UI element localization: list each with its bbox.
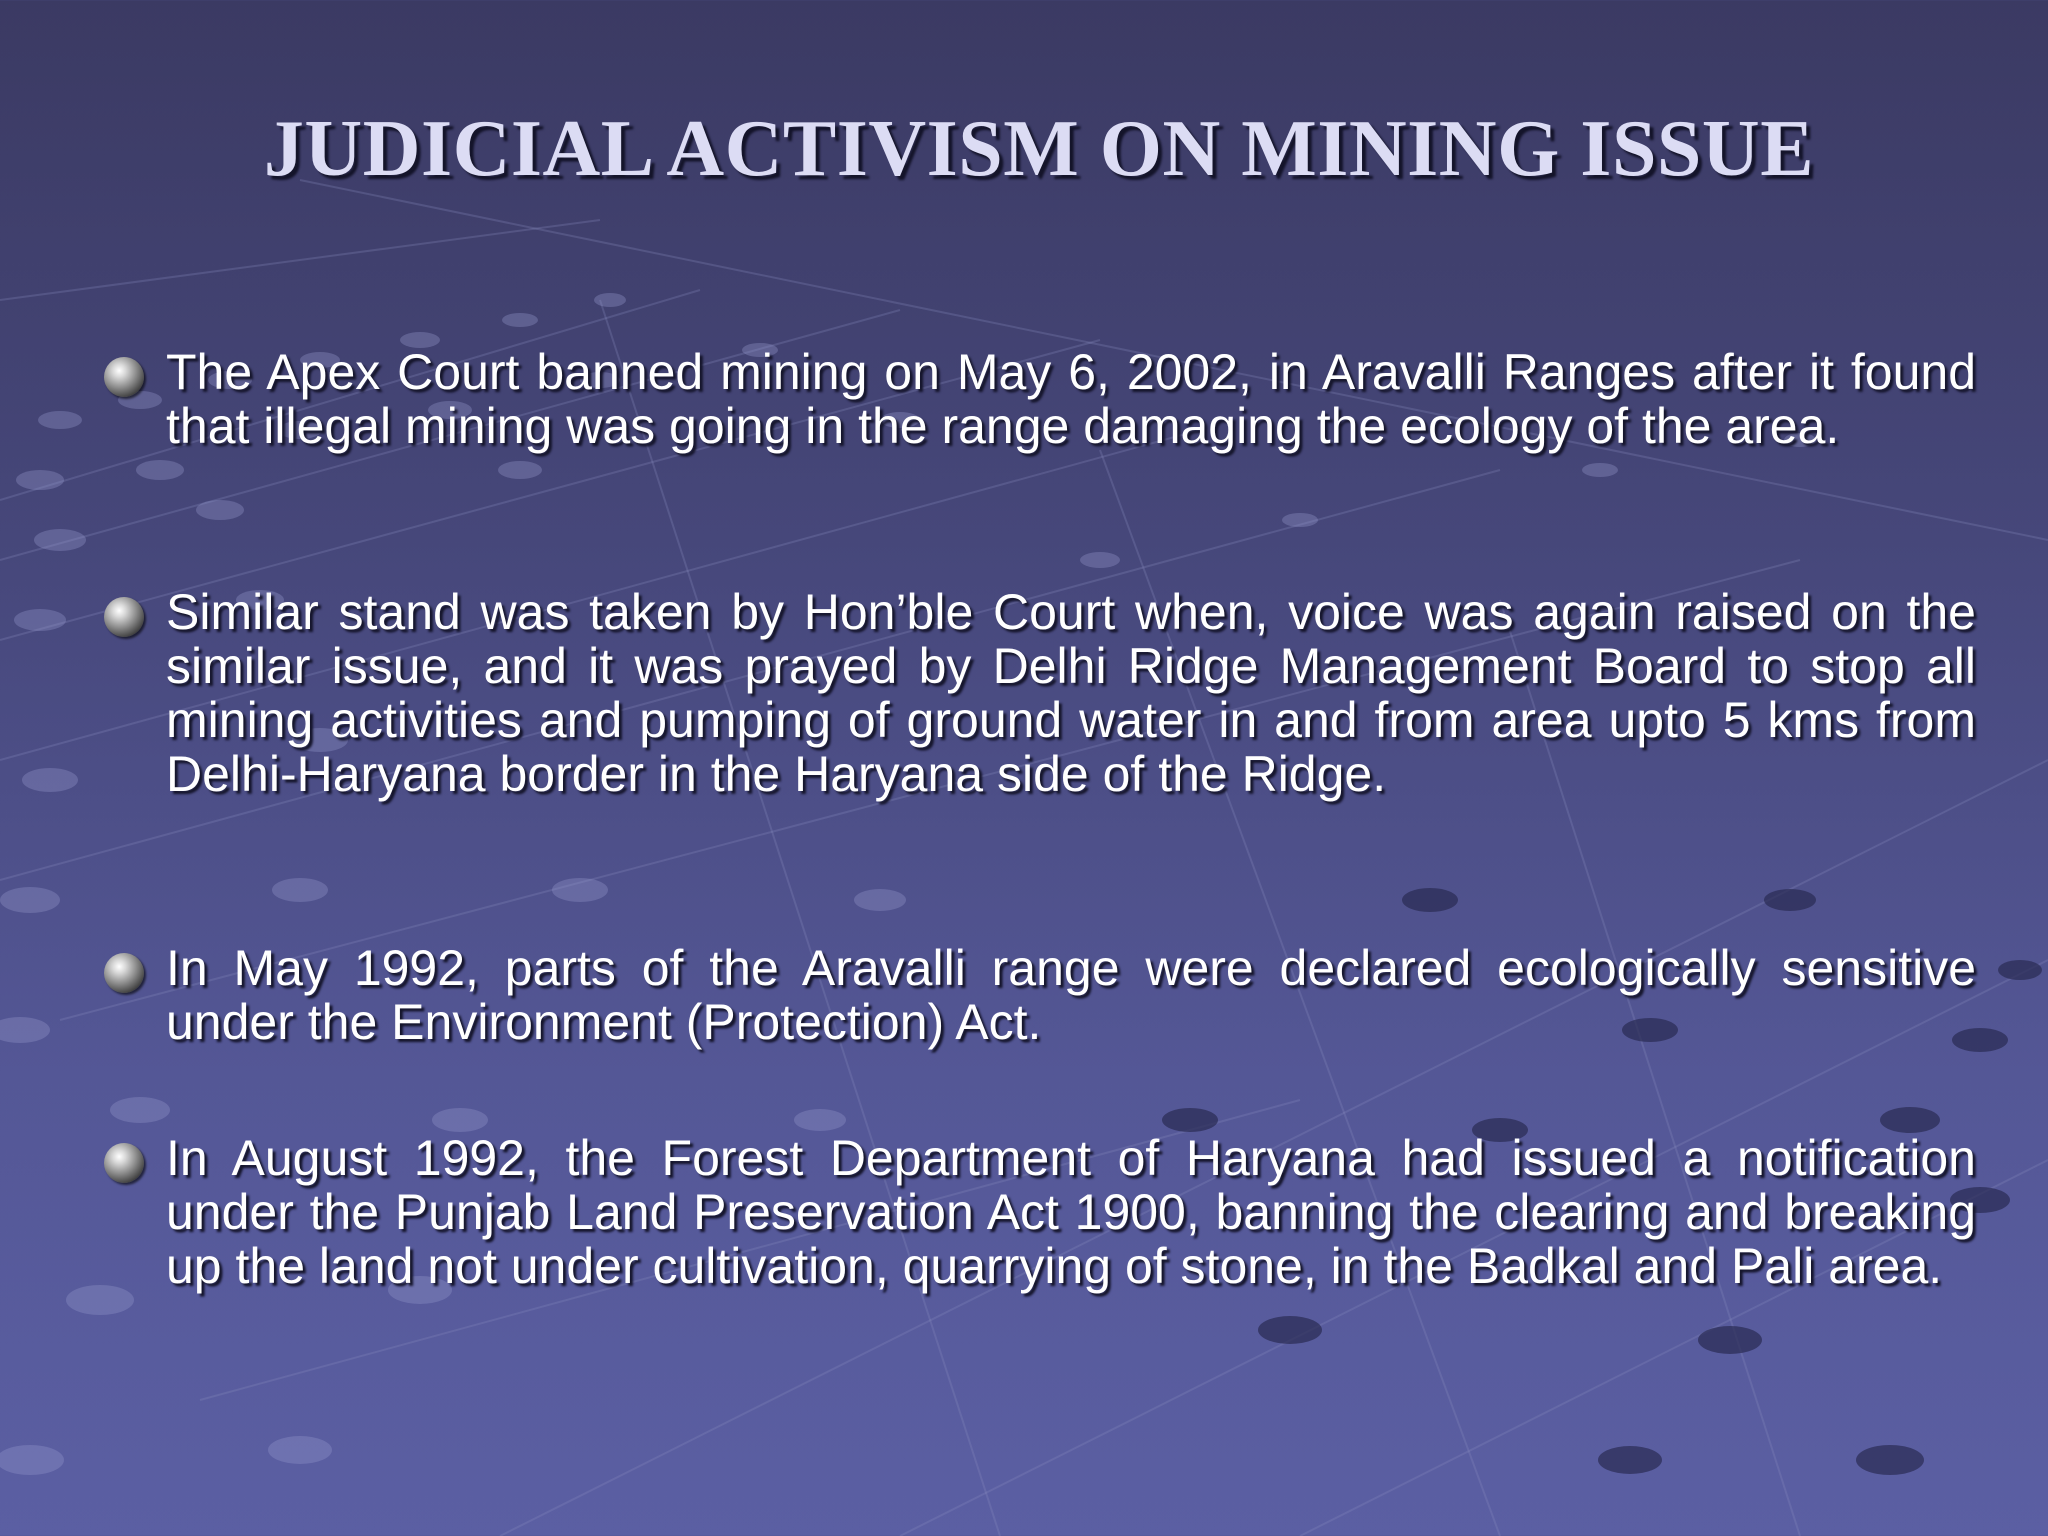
bullet-text: The Apex Court banned mining on May 6, 2002, in Aravalli Ranges after it found that illegal mining was going in the range damaging the ecology of the area. [166,344,1976,454]
slide-title: JUDICIAL ACTIVISM ON MINING ISSUE [263,105,1815,193]
sphere-bullet-icon [104,597,144,637]
bullet-text: Similar stand was taken by Hon’ble Court when, voice was again raised on the similar issue, and it was prayed by Delhi Ridge Management Board to stop all mining activities and pumping of ground water in and from area upto 5 kms from Delhi-Haryana border in the Haryana side of the Ridge. [166,584,1976,802]
sphere-bullet-icon [104,357,144,397]
bullet-text: In May 1992, parts of the Aravalli range were declared ecologically sensitive under the Environment (Protection) Act. [166,940,1976,1050]
bullet-text: In August 1992, the Forest Department of Haryana had issued a notification under the Punjab Land Preservation Act 1900, banning the clearing and breaking up the land not under cultivation, quarrying of stone, in the Badkal and Pali area. [166,1130,1976,1294]
sphere-bullet-icon [104,953,144,993]
sphere-bullet-icon [104,1143,144,1183]
